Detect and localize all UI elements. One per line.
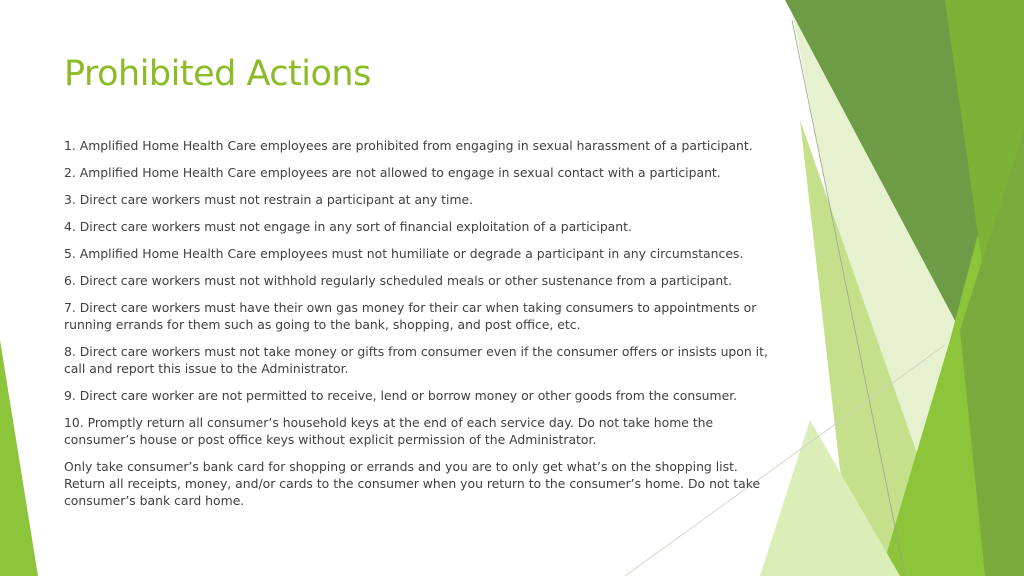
list-item: 6. Direct care workers must not withhold regularly scheduled meals or other sustenance from a participant.	[64, 273, 733, 288]
slide-title: Prohibited Actions	[64, 54, 371, 94]
list-item: 4. Direct care workers must not engage in any sort of financial exploitation of a participant.	[64, 219, 632, 234]
list-item: 7. Direct care workers must have their own gas money for their car when taking consumers to appointments or running errands for them such as going to the bank, shopping, and post office, etc.	[64, 300, 757, 332]
list-item: 8. Direct care workers must not take money or gifts from consumer even if the consumer offers or insists upon it, call and report this issue to the Administrator.	[64, 344, 768, 376]
list-item: 1. Amplified Home Health Care employees are prohibited from engaging in sexual harassment of a participant.	[64, 138, 753, 153]
content-list	[64, 137, 776, 519]
list-item: 2. Amplified Home Health Care employees are not allowed to engage in sexual contact with a participant.	[64, 165, 721, 180]
list-item: 3. Direct care workers must not restrain a participant at any time.	[64, 192, 474, 207]
list-item: 9. Direct care worker are not permitted to receive, lend or borrow money or other goods from the consumer.	[64, 388, 738, 403]
left-accent-sliver	[0, 340, 38, 576]
list-item: Only take consumer’s bank card for shopping or errands and you are to only get what’s on the shopping list. Return all receipts, money, and/or cards to the consumer when you return to the consumer’s home. Do not take consumer’s bank card home.	[64, 459, 761, 508]
list-item: 5. Amplified Home Health Care employees must not humiliate or degrade a participant in any circumstances.	[64, 246, 744, 261]
list-item: 10. Promptly return all consumer’s household keys at the end of each service day. Do not take home the consumer’s house or post office keys without explicit permission of the Administrator.	[64, 415, 714, 447]
